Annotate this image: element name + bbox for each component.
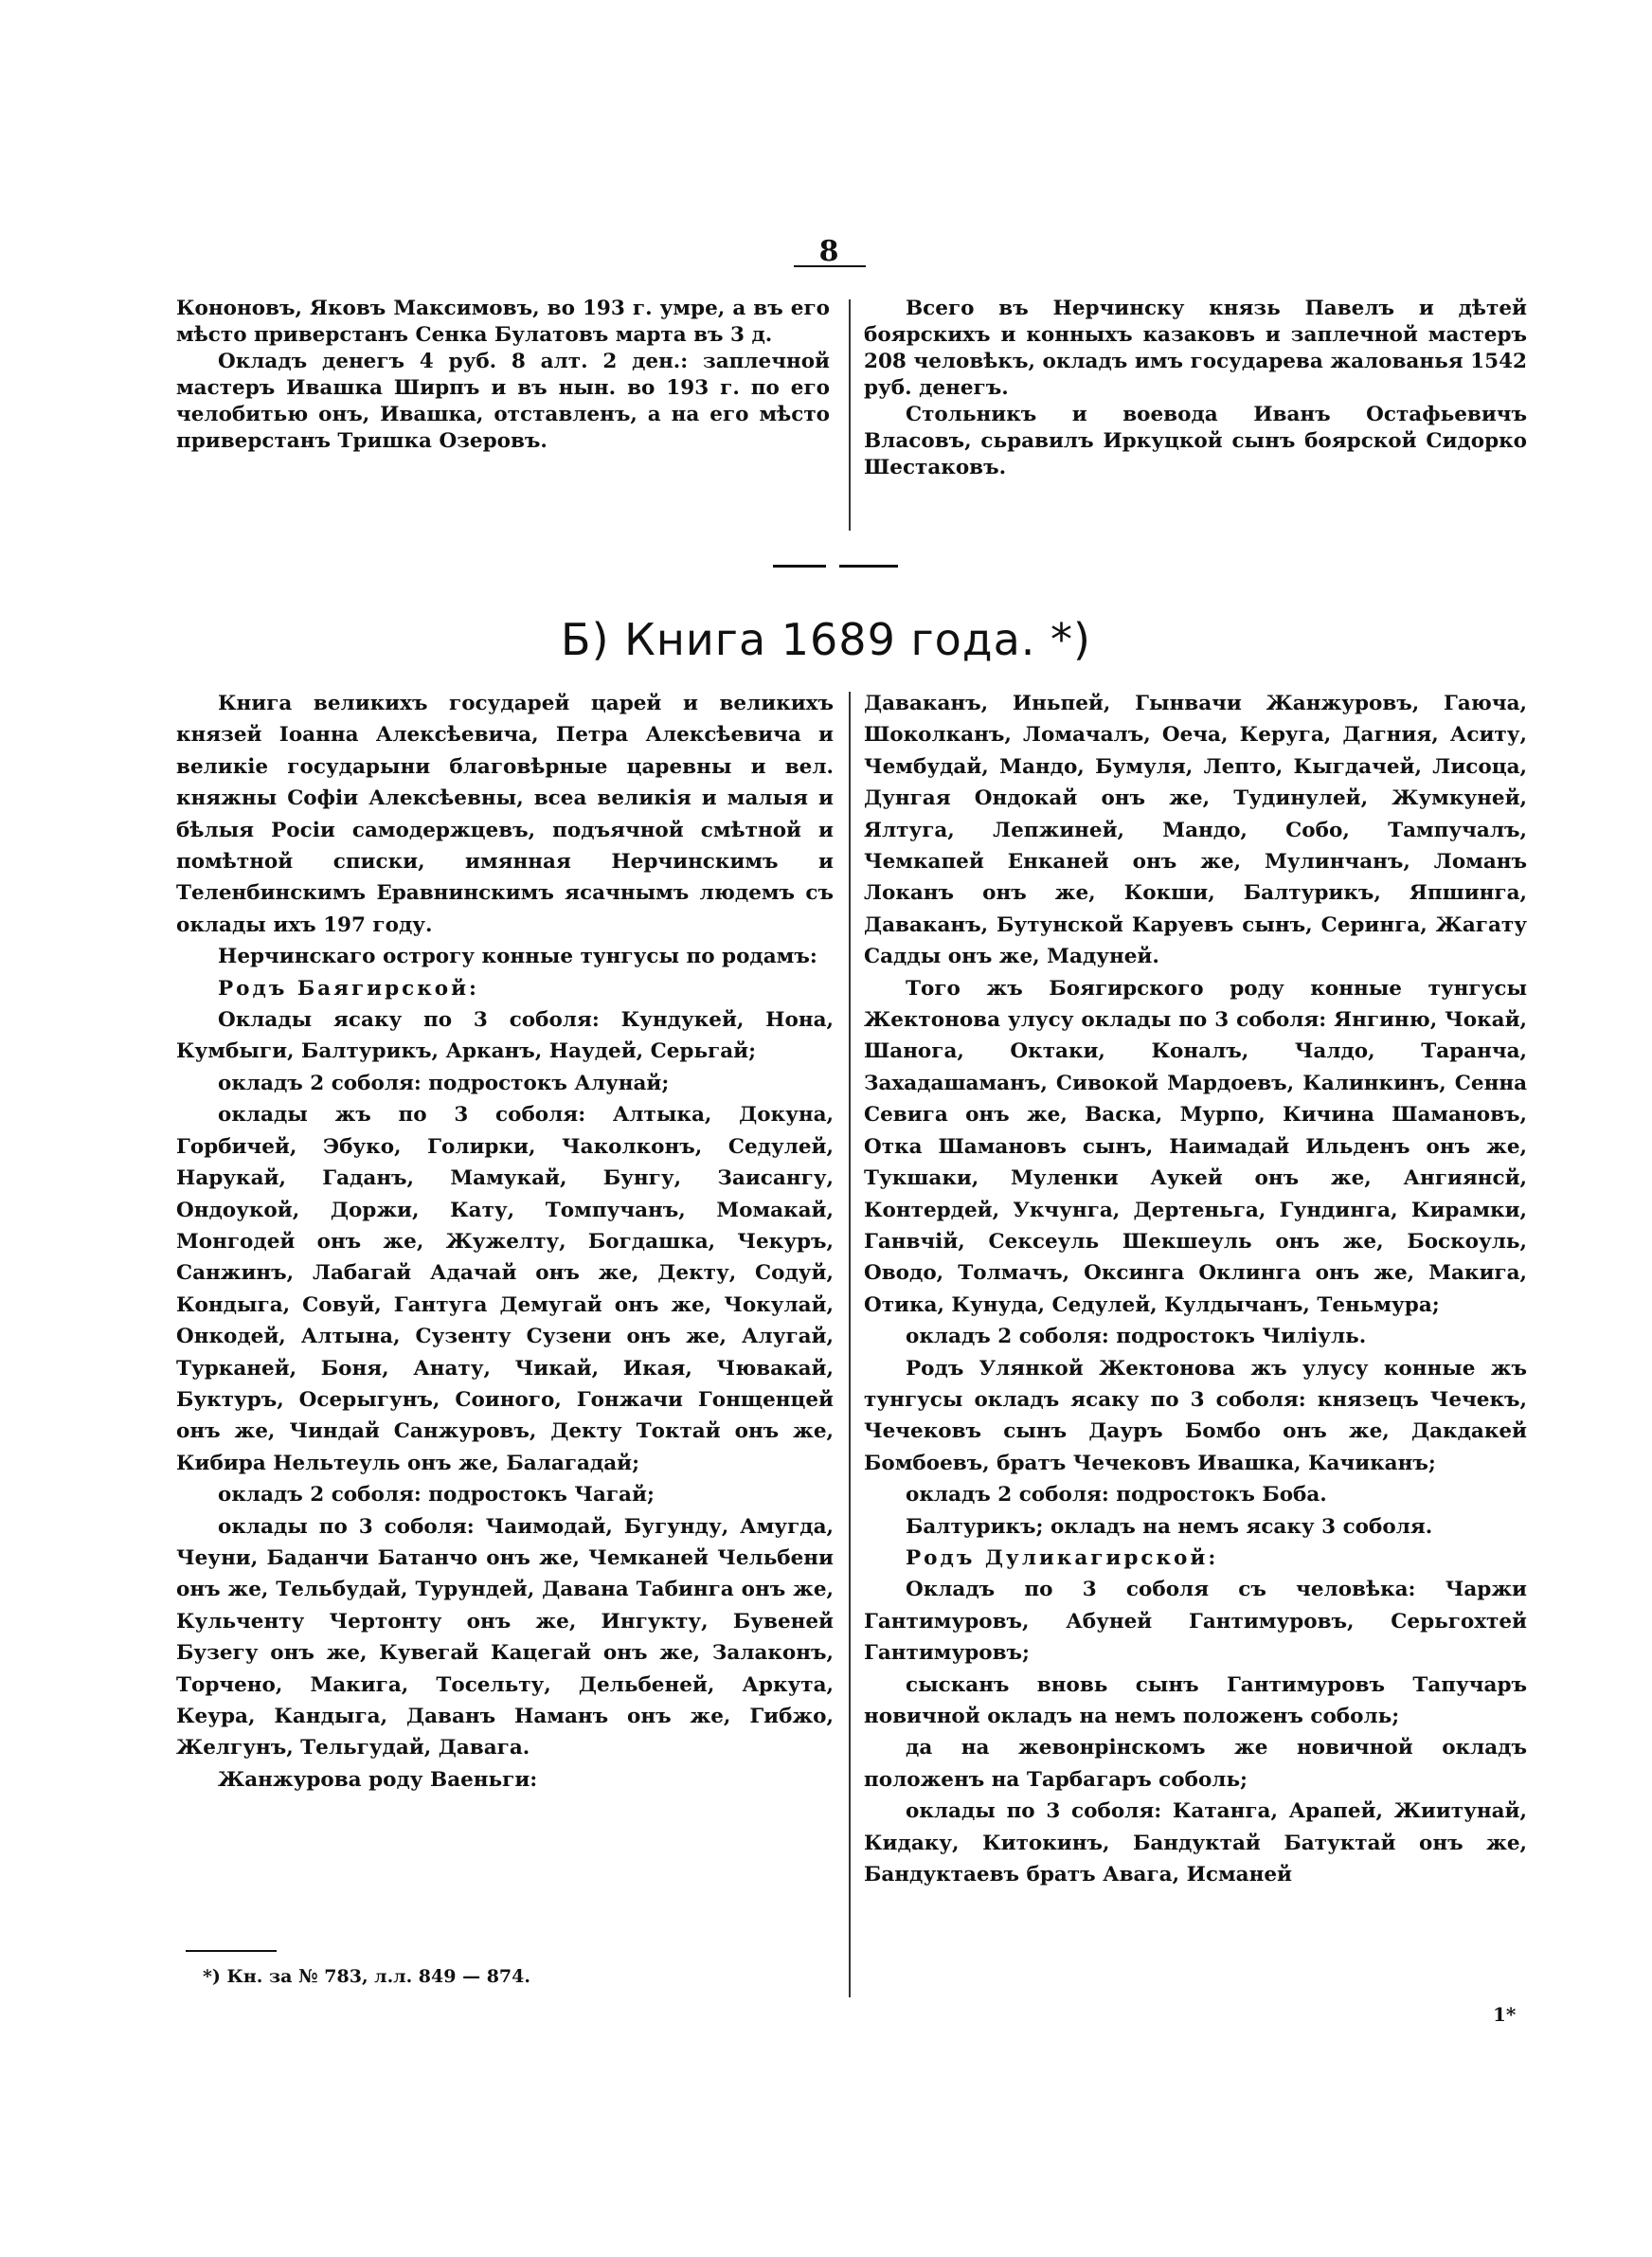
clan-heading: Родъ Баягирской:: [218, 976, 479, 1001]
section-title: Б) Книга 1689 года. *): [561, 614, 1091, 665]
body-left-paragraph: Нерчинскаго острогу конные тунгусы по родамъ:: [218, 945, 817, 969]
top-right-paragraph: Стольникъ и воевода Иванъ Остафьевичъ Власовъ, сьравилъ Иркуцкой сынъ боярской Сидорко Шестаковъ.: [864, 403, 1527, 479]
body-left-column: [176, 688, 834, 1796]
body-left-paragraph: окладъ 2 соболя: подростокъ Чагай;: [218, 1483, 655, 1508]
top-left-paragraph: Кононовъ, Яковъ Максимовъ, во 193 г. умре, а въ его мѣсто приверстанъ Сенка Булатовъ марта въ 3 д.: [176, 297, 830, 347]
signature-mark: 1*: [1493, 2003, 1517, 2026]
body-right-paragraph: Того жъ Боягирского роду конные тунгусы Жектонова улусу оклады по 3 соболя: Янгиню, Чокай, Шанога, Октаки, Коналъ, Чалдо, Таранча, Захадашаманъ, Сивокой Мардоевъ, Калинкинъ, Сенна Севига онъ же, Васка, Мурпо, Кичина Шамановъ, Отка Шамановъ сынъ, Наимадай Ильденъ онъ же, Тукшаки, Муленки Аукей онъ же, Ангиянсй, Контердей, Укчунга, Дертеньга, Гундинга, Кирамки, Ганвчій, Сексеуль Шекшеуль онъ же, Боскоуль, Оводо, Толмачъ, Оксинга Оклинга онъ же, Макига, Отика, Кунуда, Седулей, Кулдычанъ, Теньмура;: [864, 976, 1527, 1317]
page-number: [758, 235, 900, 268]
top-left-column: [176, 296, 830, 455]
body-right-paragraph: Балтурикъ; окладъ на немъ ясаку 3 соболя.: [906, 1514, 1433, 1539]
body-left-paragraph: Книга великихъ государей царей и великихъ князей Іоанна Алексѣевича, Петра Алексѣевича и великіе государыни благовѣрные царевны и вел. княжны Софіи Алексѣевны, всеа великія и малыя и бѣлыя Росіи самодержцевъ, подъячной смѣтной и помѣтной списки, имянная Нерчинскимъ и Теленбинскимъ Еравнинскимъ ясачнымъ людемъ съ оклады ихъ 197 году.: [176, 692, 834, 937]
body-right-paragraph: оклады по 3 соболя: Катанга, Арапей, Жиитунай, Кидаку, Китокинъ, Бандуктай Батуктай онъ же, Бандуктаевъ братъ Авага, Исманей: [864, 1799, 1527, 1887]
top-column-divider: [849, 299, 851, 531]
body-right-paragraph: да на жевонрінскомъ же новичной окладъ положенъ на Тарбагаръ соболь;: [864, 1736, 1527, 1792]
clan-heading: Родъ Дуликагирской:: [906, 1545, 1219, 1570]
clan-heading: Жанжурова роду Ваеньги:: [218, 1767, 538, 1792]
body-left-paragraph: окладъ 2 соболя: подростокъ Алунай;: [218, 1071, 670, 1095]
body-left-paragraph: оклады по 3 соболя: Чаимодай, Бугунду, Амугда, Чеуни, Баданчи Батанчо онъ же, Чемканей Чельбени онъ же, Тельбудай, Турундей, Давана Табинга онъ же, Кульченту Чертонту онъ же, Ингукту, Бувеней Бузегу онъ же, Кувегай Кацегай онъ же, Залаконъ, Торчено, Макига, Тосельту, Дельбеней, Аркута, Кеура, Кандыга, Даванъ Наманъ онъ же, Гибжо, Желгунъ, Тельгудай, Давага.: [176, 1514, 834, 1760]
footnote-rule: [186, 1950, 277, 1952]
body-right-column: [864, 688, 1527, 1890]
section-separator: [773, 565, 826, 568]
body-right-paragraph: окладъ 2 соболя: подростокъ Боба.: [906, 1483, 1327, 1508]
top-right-column: [864, 296, 1527, 481]
body-right-paragraph: сысканъ вновь сынъ Гантимуровъ Тапучаръ новичной окладъ на немъ положенъ соболь;: [864, 1672, 1527, 1728]
body-right-paragraph: Родъ Улянкой Жектонова жъ улусу конные жъ тунгусы окладъ ясаку по 3 соболя: князецъ Чечекъ, Чечековъ сынъ Дауръ Бомбо онъ же, Дакдакей Бомбоевъ, братъ Чечековъ Ивашка, Качиканъ;: [864, 1356, 1527, 1475]
page-number-text: 8: [818, 235, 839, 268]
body-left-paragraph: оклады жъ по 3 соболя: Алтыка, Докуна, Горбичей, Эбуко, Голирки, Чаколконъ, Седулей, Нарукай, Гаданъ, Мамукай, Бунгу, Заисангу, Ондоукой, Доржи, Кату, Томпучанъ, Момакай, Монгодей онъ же, Жужелту, Богдашка, Чекуръ, Санжинъ, Лабагай Адачай онъ же, Декту, Содуй, Кондыга, Совуй, Гантуга Демугай онъ же, Чокулай, Онкодей, Алтына, Сузенту Сузени онъ же, Алугай, Турканей, Боня, Анату, Чикай, Икая, Чювакай, Буктуръ, Осерыгунъ, Соиного, Гонжачи Гонщенцей онъ же, Чиндай Санжуровъ, Декту Токтай онъ же, Кибира Нельтеуль онъ же, Балагадай;: [176, 1103, 834, 1475]
body-column-divider: [849, 692, 851, 1997]
body-right-paragraph: Окладъ по 3 соболя съ человѣка: Чаржи Гантимуровъ, Абуней Гантимуровъ, Серьгохтей Гантимуровъ;: [864, 1578, 1527, 1666]
top-right-paragraph: Всего въ Нерчинску князь Павелъ и дѣтей боярскихъ и конныхъ казаковъ и заплечной мастеръ 208 человѣкъ, окладъ имъ государева жалованья 1542 руб. денегъ.: [864, 297, 1527, 400]
page-number-rule: [794, 265, 866, 267]
body-right-paragraph: окладъ 2 соболя: подростокъ Чиліуль.: [906, 1325, 1367, 1349]
top-left-paragraph: Окладъ денегъ 4 руб. 8 алт. 2 ден.: заплечной мастеръ Ивашка Ширпъ и въ нын. во 193 г. по его челобитью онъ, Ивашка, отставленъ, а на его мѣсто приверстанъ Тришка Озеровъ.: [176, 350, 830, 453]
section-separator: [839, 565, 898, 568]
footnote: *) Кн. за № 783, л.л. 849 — 874.: [203, 1966, 530, 1987]
body-right-paragraph: Даваканъ, Иньпей, Гынвачи Жанжуровъ, Гаюча, Шоколканъ, Ломачалъ, Оеча, Керуга, Дагния, Аситу, Чембудай, Мандо, Бумуля, Лепто, Кыгдачей, Лисоца, Дунгая Ондокай онъ же, Тудинулей, Жумкуней, Ялтуга, Лепжиней, Мандо, Собо, Тампучалъ, Чемкапей Енканей онъ же, Мулинчанъ, Ломанъ Локанъ онъ же, Кокши, Балтурикъ, Япшинга, Даваканъ, Бутунской Каруевъ сынъ, Серинга, Жагату Садды онъ же, Мадуней.: [864, 692, 1527, 969]
body-left-paragraph: Оклады ясаку по 3 соболя: Кундукей, Нона, Кумбыги, Балтурикъ, Арканъ, Наудей, Серьгай;: [176, 1008, 834, 1064]
